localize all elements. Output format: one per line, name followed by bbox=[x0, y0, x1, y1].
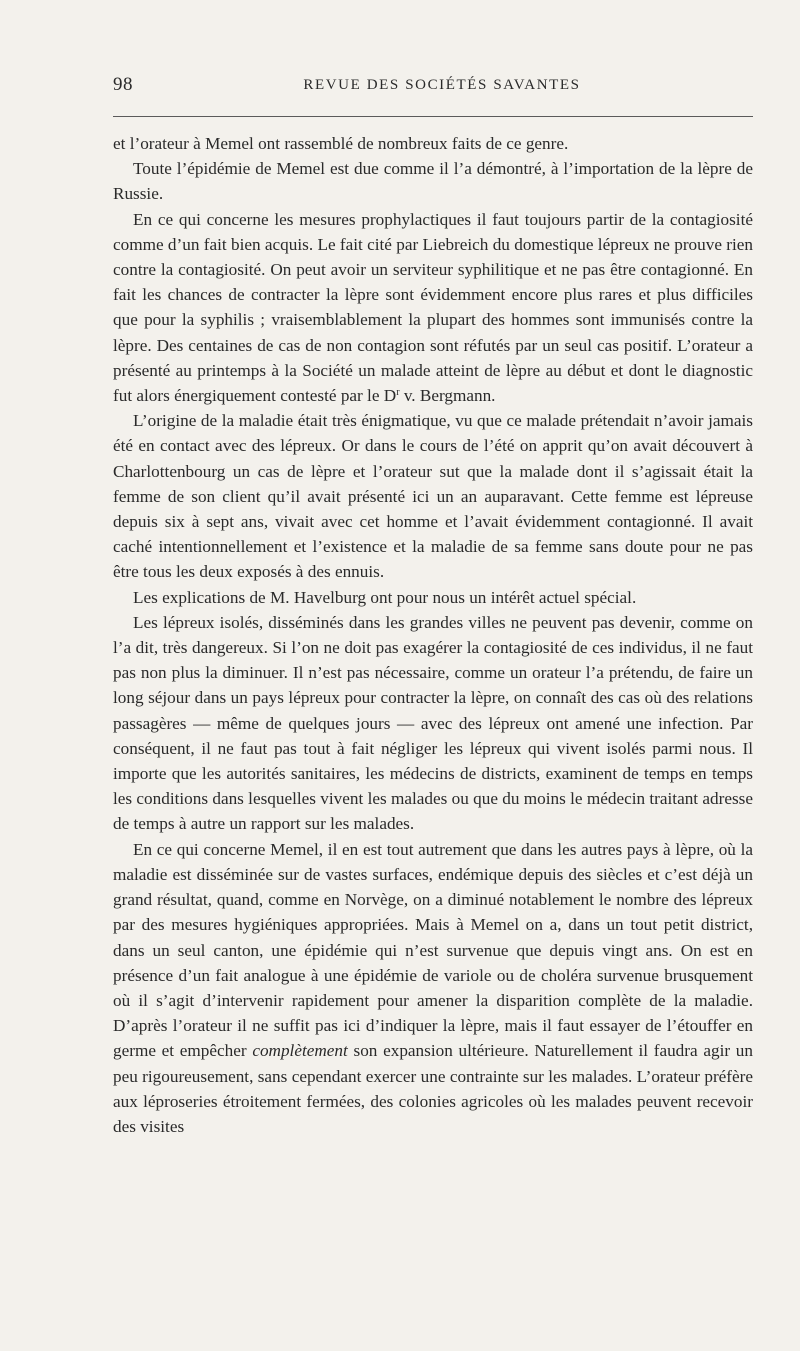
page-number: 98 bbox=[113, 74, 133, 95]
paragraph-text: En ce qui concerne Memel, il en est tout autrement que dans les autres pays à lèpre, où la maladie est disséminée sur de vastes surfaces, endémique depuis des siècles et c’est déjà un grand résultat, quand, comme en Norvège, on a diminué notablement le nombre des lépreux par des mesures hygiéniques appropriées. Mais à Memel on a, dans un tout petit district, dans un seul canton, une épidémie qui n’est survenue que depuis vingt ans. On est en présence d’un fait analogue à une épidémie de variole ou de choléra survenue brusquement où il s’agit d’intervenir rapidement pour amener la disparition complète de la maladie. D’après l’orateur il ne suffit pas ici d’indiquer la lèpre, mais il faut essayer de l’étouffer en germe et empêcher bbox=[113, 839, 753, 1061]
paragraph bbox=[113, 207, 753, 409]
paragraph: et l’orateur à Memel ont rassemblé de nombreux faits de ce genre. bbox=[113, 134, 569, 153]
paragraph: Les lépreux isolés, disséminés dans les grandes villes ne peuvent pas devenir, comme on l’a dit, très dangereux. Si l’on ne doit pas exagérer la contagiosité de ces individus, il ne faut pas non plus la diminuer. Il n’est pas nécessaire, comme un orateur l’a prétendu, de faire un long séjour dans un pays lépreux pour contracter la lèpre, on connaît des cas où des relations passagères — même de quelques jours — avec des lépreux ont amené une infection. Par conséquent, il ne faut pas tout à fait négliger les lépreux qui vivent isolés parmi nous. Il importe que les autorités sanitaires, les médecins de districts, examinent de temps en temps les conditions dans lesquelles vivent les malades ou que du moins le médecin traitant adresse de temps à autre un rapport sur les malades. bbox=[113, 612, 753, 834]
paragraph-text: En ce qui concerne les mesures prophylactiques il faut toujours partir de la contagiosité comme d’un fait bien acquis. Le fait cité par Liebreich du domestique lépreux ne prouve rien contre la contagiosité. On peut avoir un serviteur syphilitique et ne pas être contagionné. En fait les chances de contracter la lèpre sont évidemment encore plus rares et plus difficiles que pour la syphilis ; vraisemblablement la plupart des hommes sont immunisés contre la lèpre. Des centaines de cas de non contagion sont réfutés par un seul cas positif. L’orateur a présenté au printemps à la Société un malade atteint de lèpre au début et dont le diagnostic fut alors énergiquement contesté par le D bbox=[113, 209, 753, 406]
header-rule bbox=[113, 116, 753, 117]
emphasis: complètement bbox=[252, 1041, 348, 1061]
paragraph bbox=[113, 837, 753, 1139]
paragraph-text: v. Bergmann. bbox=[399, 386, 496, 406]
paragraph: Les explications de M. Havelburg ont pour nous un intérêt actuel spécial. bbox=[133, 587, 637, 607]
paragraph: Toute l’épidémie de Memel est due comme il l’a démontré, à l’importation de la lèpre de Russie. bbox=[113, 159, 753, 204]
body-text bbox=[113, 131, 753, 1139]
paragraph-text: son expansion ultérieure. Naturellement il faudra agir un peu rigoureusement, sans cependant exercer une contrainte sur les malades. L’orateur préfère aux léproseries étroitement fermées, des colonies agricoles où les malades peuvent recevoir des visites bbox=[113, 1041, 753, 1136]
page-header bbox=[113, 74, 753, 102]
paragraph: L’origine de la maladie était très énigmatique, vu que ce malade prétendait n’avoir jamais été en contact avec des lépreux. Or dans le cours de l’été on apprit qu’on avait découvert à Charlottenbourg un cas de lèpre et l’orateur sut que la malade dont il s’agissait était la femme de son client qu’il avait présenté ici un an auparavant. Cette femme est lépreuse depuis six à sept ans, vivait avec cet homme et l’avait évidemment contagionné. Il avait caché intentionnellement et l’existence et la maladie de sa femme sans doute pour ne pas être tous les deux exposés à des ennuis. bbox=[113, 411, 753, 582]
superscript: r bbox=[396, 387, 400, 399]
running-title: REVUE DES SOCIÉTÉS SAVANTES bbox=[303, 77, 581, 93]
